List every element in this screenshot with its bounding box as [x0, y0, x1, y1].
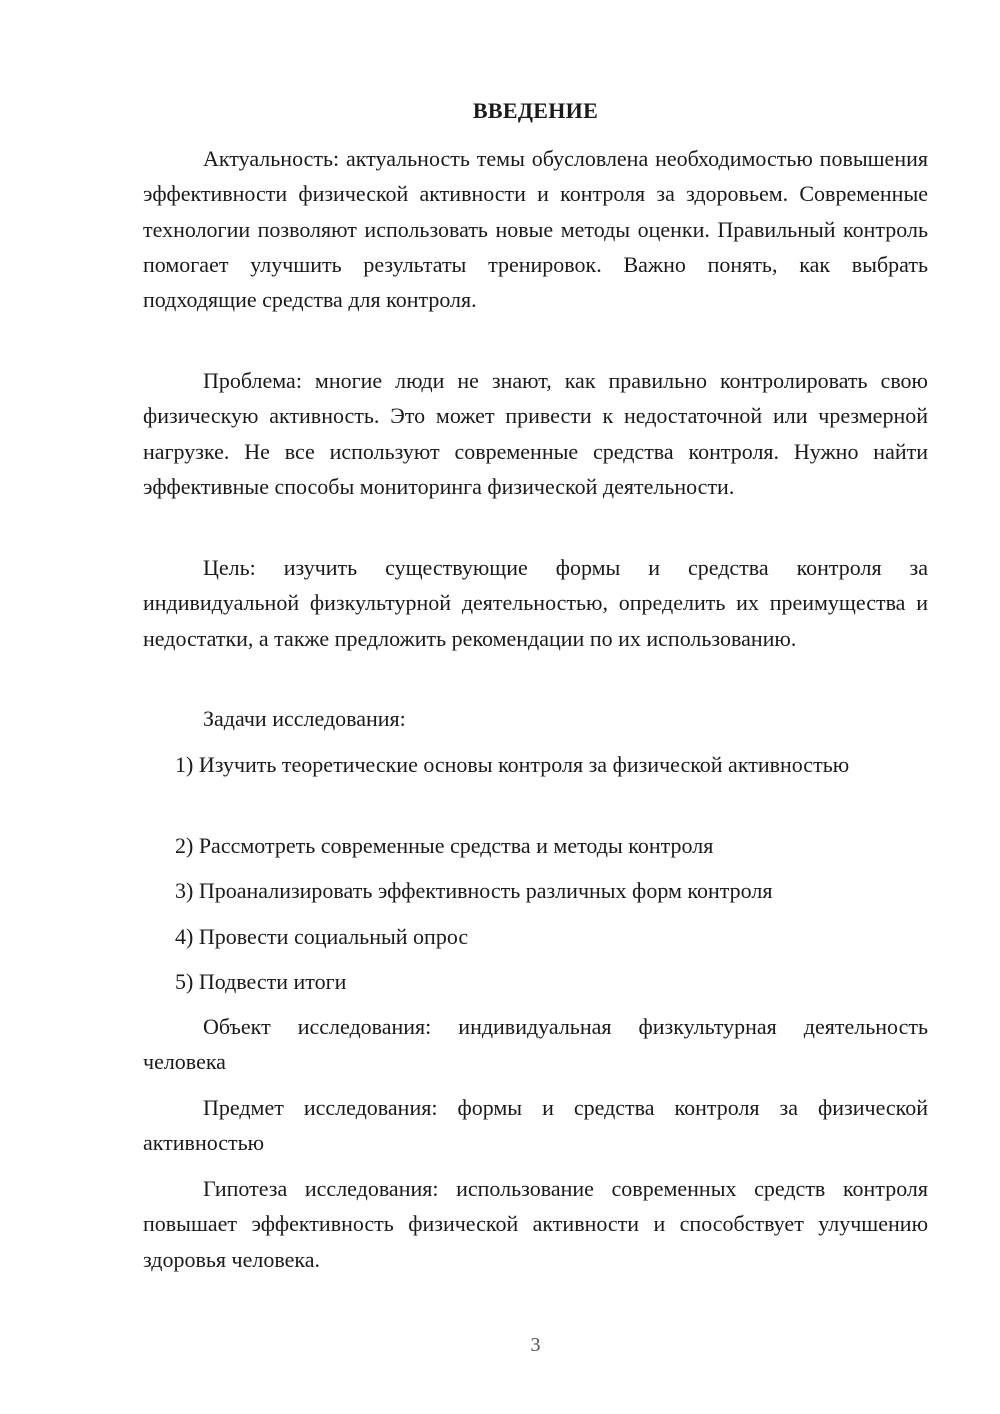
goal-paragraph: Цель: изучить существующие формы и средства контроля за индивидуальной физкультурной деятельностью, определить их преимущества и недостатки, а также предложить рекомендации по их использованию. — [143, 555, 928, 651]
relevance-paragraph: Актуальность: актуальность темы обусловлена необходимостью повышения эффективности физической активности и контроля за здоровьем. Современные технологии позволяют использовать новые методы оценки. Правильный контроль помогает улучшить результаты тренировок. Важно понять, как выбрать подходящие средства для контроля. — [143, 146, 928, 313]
task-item-4: 4) Провести социальный опрос — [175, 924, 469, 949]
task-item-1: 1) Изучить теоретические основы контроля за физической активностью — [175, 752, 850, 777]
task-item-2: 2) Рассмотреть современные средства и методы контроля — [175, 833, 714, 858]
page-title: ВВЕДЕНИЕ — [472, 98, 599, 123]
object-paragraph: Объект исследования: индивидуальная физкультурная деятельность человека — [143, 1014, 928, 1075]
tasks-heading: Задачи исследования: — [203, 706, 406, 731]
subject-paragraph: Предмет исследования: формы и средства контроля за физической активностью — [143, 1095, 928, 1156]
problem-paragraph: Проблема: многие люди не знают, как правильно контролировать свою физическую активность. Это может привести к недостаточной или чрезмерной нагрузке. Не все используют современные средства контроля. Нужно найти эффективные способы мониторинга физической деятельности. — [143, 368, 928, 499]
page-number: 3 — [530, 1334, 541, 1356]
task-item-5: 5) Подвести итоги — [175, 969, 347, 994]
hypothesis-paragraph: Гипотеза исследования: использование современных средств контроля повышает эффективность физической активности и способствует улучшению здоровья человека. — [143, 1176, 928, 1272]
document-page — [143, 0, 928, 1414]
task-item-3: 3) Проанализировать эффективность различных форм контроля — [175, 878, 773, 903]
